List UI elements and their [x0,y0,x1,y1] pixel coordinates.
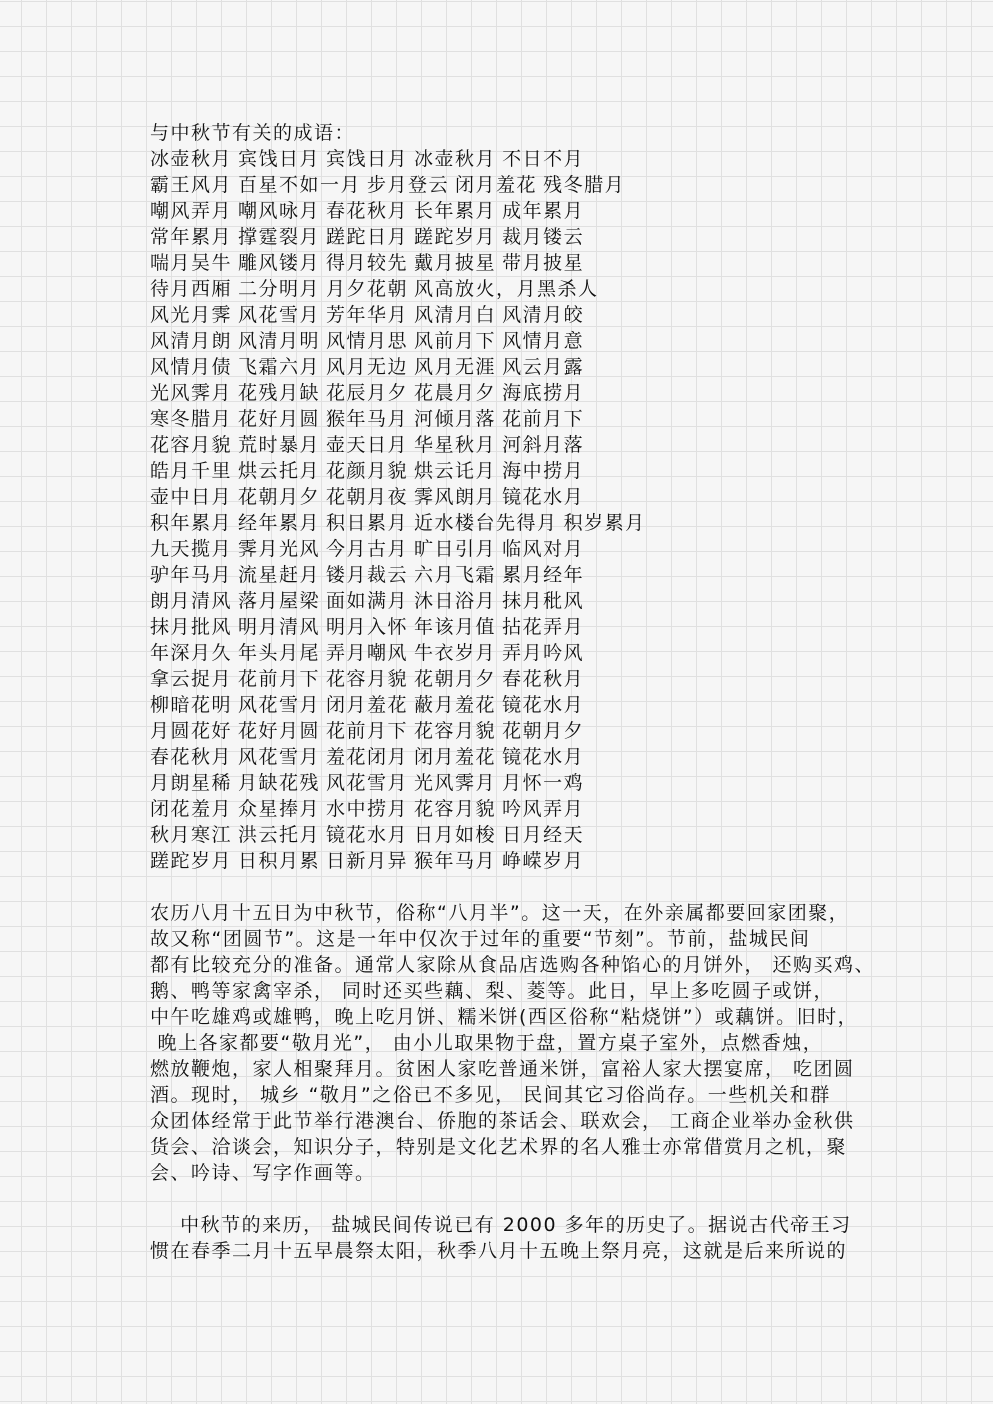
idiom: 月夕花朝 [326,278,409,300]
idiom-row [150,302,870,328]
idiom: 朗月清风 [150,590,233,612]
idiom-row [150,484,870,510]
idiom: 花朝月夜 [326,486,409,508]
idiom-row [150,614,870,640]
idiom: 拈花弄月 [502,616,585,638]
paragraph-line: 众团体经常于此节举行港澳台、侨胞的茶话会、联欢会， 工商企业举办金秋供 [150,1110,855,1132]
idiom: 吟风弄月 [502,798,585,820]
paragraph-line: 故又称“团圆节”。这是一年中仅次于过年的重要“节刻”。节前，盐城民间 [150,928,811,950]
idiom: 月怀一鸡 [502,772,585,794]
idiom: 霁风朗月 [414,486,497,508]
idiom: 花朝月夕 [238,486,321,508]
idiom: 风情月意 [502,330,585,352]
idiom-row [150,692,870,718]
idiom-row [150,432,870,458]
idiom: 风花雪月 [238,746,321,768]
idiom: 镜花水月 [326,824,409,846]
idiom: 戴月披星 [414,252,497,274]
idiom: 猴年马月 [326,408,409,430]
idiom: 不日不月 [502,148,585,170]
idiom: 花容月貌 [150,434,233,456]
idiom-row [150,640,870,666]
idiom: 近水楼台先得月 [414,512,558,534]
idiom: 抹月批风 [150,616,233,638]
idiom: 弄月吟风 [502,642,585,664]
idiom: 春花秋月 [326,200,409,222]
idiom: 花朝月夕 [414,668,497,690]
idiom: 花前月下 [238,668,321,690]
idiom-row [150,354,870,380]
paragraph-gap [150,1186,870,1212]
idiom: 镜花水月 [502,746,585,768]
idiom: 弄月嘲风 [326,642,409,664]
idiom: 百星不如一月 [238,174,362,196]
idiom: 荒时暴月 [238,434,321,456]
idiom-row [150,536,870,562]
idiom: 烘云讬月 [414,460,497,482]
paragraph-gap [150,874,870,900]
idiom: 蹉跎岁月 [414,226,497,248]
idiom: 抹月秕风 [502,590,585,612]
idiom: 华星秋月 [414,434,497,456]
idiom: 洪云托月 [238,824,321,846]
idiom: 飞霜六月 [238,356,321,378]
idiom: 明月入怀 [326,616,409,638]
paragraph-line: 酒。现时， 城乡 “敬月”之俗已不多见， 民间其它习俗尚存。一些机关和群 [150,1084,831,1106]
idiom: 河倾月落 [414,408,497,430]
idiom: 花容月貌 [414,798,497,820]
idiom-row [150,328,870,354]
idiom: 六月飞霜 [414,564,497,586]
idioms-heading: 与中秋节有关的成语： [150,122,356,144]
idiom: 年深月久 [150,642,233,664]
idiom-row [150,458,870,484]
idiom: 嘲风弄月 [150,200,233,222]
idiom: 芳年华月 [326,304,409,326]
idiom: 喘月吴牛 [150,252,233,274]
idiom: 羞花闭月 [326,746,409,768]
idiom: 花朝月夕 [502,720,585,742]
idiom: 日积月累 [238,850,321,872]
idiom: 冰壶秋月 [414,148,497,170]
idiom: 风高放火，月黑杀人 [414,278,599,300]
idiom-row [150,172,870,198]
idiom: 镜花水月 [502,694,585,716]
idiom: 风月无边 [326,356,409,378]
idiom: 花容月貌 [326,668,409,690]
idiom-row [150,562,870,588]
idiom-row [150,380,870,406]
idiom-row [150,796,870,822]
idiom: 年头月尾 [238,642,321,664]
idiom: 日月如梭 [414,824,497,846]
idiom: 蹉跎岁月 [150,850,233,872]
idiom: 峥嵘岁月 [502,850,585,872]
idiom: 蹉跎日月 [326,226,409,248]
idiom: 众星捧月 [238,798,321,820]
idiom: 花好月圆 [238,408,321,430]
idiom: 风月无涯 [414,356,497,378]
idiom: 积日累月 [326,512,409,534]
idiom: 花容月貌 [414,720,497,742]
idiom: 风花雪月 [238,304,321,326]
idiom: 日月经天 [502,824,585,846]
idiom: 常年累月 [150,226,233,248]
idiom: 花晨月夕 [414,382,497,404]
idiom: 嘲风咏月 [238,200,321,222]
idiom: 闭月羞花 [414,746,497,768]
idiom: 月朗星稀 [150,772,233,794]
paragraph-line: 都有比较充分的准备。通常人家除从食品店选购各种馅心的月饼外， 还购买鸡、 [150,954,876,976]
idiom: 风前月下 [414,330,497,352]
idiom: 皓月千里 [150,460,233,482]
idiom: 海底捞月 [502,382,585,404]
idiom-row [150,718,870,744]
idiom-row [150,588,870,614]
idiom: 镜花水月 [502,486,585,508]
idiom: 壶中日月 [150,486,233,508]
idiom-list [150,146,870,874]
idiom: 宾饯日月 [326,148,409,170]
idiom: 拿云捉月 [150,668,233,690]
idiom-row [150,198,870,224]
idiom: 二分明月 [238,278,321,300]
paragraph-line: 货会、洽谈会，知识分子，特别是文化艺术界的名人雅士亦常借赏月之机，聚 [150,1136,848,1158]
idiom: 经年累月 [238,512,321,534]
idiom: 花前月下 [502,408,585,430]
idiom: 花辰月夕 [326,382,409,404]
idiom-row [150,822,870,848]
idiom: 面如满月 [326,590,409,612]
idiom: 步月登云 [367,174,450,196]
idiom: 流星赶月 [238,564,321,586]
paragraph-line: 惯在春季二月十五早晨祭太阳，秋季八月十五晚上祭月亮，这就是后来所说的 [150,1240,848,1262]
idiom-row [150,250,870,276]
idiom: 临风对月 [502,538,585,560]
idiom: 明月清风 [238,616,321,638]
idiom-row [150,224,870,250]
idiom: 壶天日月 [326,434,409,456]
idiom: 裁月镂云 [502,226,585,248]
idiom: 牛衣岁月 [414,642,497,664]
idiom: 风云月露 [502,356,585,378]
idiom-row [150,510,870,536]
idiom: 得月较先 [326,252,409,274]
idiom: 海中捞月 [502,460,585,482]
document-body [150,120,876,1264]
idiom: 光风霁月 [414,772,497,794]
idiom: 带月披星 [502,252,585,274]
paragraph-line: 中秋节的来历， 盐城民间传说已有 2000 多年的历史了。据说古代帝王习 [150,1214,852,1236]
idiom: 风清月白 [414,304,497,326]
idiom: 秋月寒江 [150,824,233,846]
idiom: 春花秋月 [502,668,585,690]
idiom: 落月屋梁 [238,590,321,612]
idiom: 花前月下 [326,720,409,742]
idiom: 宾饯日月 [238,148,321,170]
paragraph-line: 燃放鞭炮，家人相聚拜月。贫困人家吃普通米饼，富裕人家大摆宴席， 吃团圆 [150,1058,855,1080]
idiom: 寒冬腊月 [150,408,233,430]
idiom-row [150,744,870,770]
idiom: 九天揽月 [150,538,233,560]
idiom: 柳暗花明 [150,694,233,716]
idiom: 闭花羞月 [150,798,233,820]
idiom: 今月古月 [326,538,409,560]
idiom: 镂月裁云 [326,564,409,586]
idiom-row [150,848,870,874]
idiom: 霸王风月 [150,174,233,196]
paragraph-line: 会、吟诗、写字作画等。 [150,1162,376,1184]
idiom: 风情月债 [150,356,233,378]
paragraph-line: 鹅、鸭等家禽宰杀， 同时还买些藕、梨、菱等。此日，早上多吃圆子或饼， [150,980,835,1002]
idiom: 猴年马月 [414,850,497,872]
idiom: 光风霁月 [150,382,233,404]
idiom: 风花雪月 [326,772,409,794]
idiom: 成年累月 [502,200,585,222]
idiom: 待月西厢 [150,278,233,300]
idiom: 花颜月貌 [326,460,409,482]
idiom: 风清月皎 [502,304,585,326]
idiom-row [150,770,870,796]
paragraph-mid-autumn-customs [150,900,876,1186]
paragraph-line: 中午吃雄鸡或雄鸭，晚上吃月饼、糯米饼(西区俗称“粘烧饼”）或藕饼。旧时， [150,1006,859,1028]
idiom: 沐日浴月 [414,590,497,612]
idiom: 风情月思 [326,330,409,352]
idiom: 撑霆裂月 [238,226,321,248]
idiom: 春花秋月 [150,746,233,768]
idiom: 日新月异 [326,850,409,872]
paragraph-mid-autumn-origin [150,1212,870,1264]
idiom: 积年累月 [150,512,233,534]
idiom-row [150,406,870,432]
idiom: 旷日引月 [414,538,497,560]
idiom: 积岁累月 [563,512,646,534]
idiom: 风清月朗 [150,330,233,352]
paragraph-line: 农历八月十五日为中秋节，俗称“八月半”。这一天，在外亲属都要回家团聚， [150,902,850,924]
idiom: 风清月明 [238,330,321,352]
idiom: 月圆花好 [150,720,233,742]
idiom: 霁月光风 [238,538,321,560]
idiom: 烘云托月 [238,460,321,482]
idiom-row [150,666,870,692]
idiom-row [150,276,870,302]
idiom: 冰壶秋月 [150,148,233,170]
idiom: 蔽月羞花 [414,694,497,716]
paragraph-line: 晚上各家都要“敬月光”， 由小儿取果物于盘，置方桌子室外，点燃香烛， [150,1032,824,1054]
idiom: 驴年马月 [150,564,233,586]
idiom: 风光月霁 [150,304,233,326]
idiom: 水中捞月 [326,798,409,820]
idiom: 雕风镂月 [238,252,321,274]
idiom: 长年累月 [414,200,497,222]
idiom-row [150,146,870,172]
idiom: 残冬腊月 [543,174,626,196]
idiom: 闭月羞花 [455,174,538,196]
idiom: 河斜月落 [502,434,585,456]
idiom: 风花雪月 [238,694,321,716]
idiom: 花残月缺 [238,382,321,404]
idiom: 累月经年 [502,564,585,586]
idiom: 年该月值 [414,616,497,638]
idiom: 月缺花残 [238,772,321,794]
idiom: 闭月羞花 [326,694,409,716]
idiom: 花好月圆 [238,720,321,742]
